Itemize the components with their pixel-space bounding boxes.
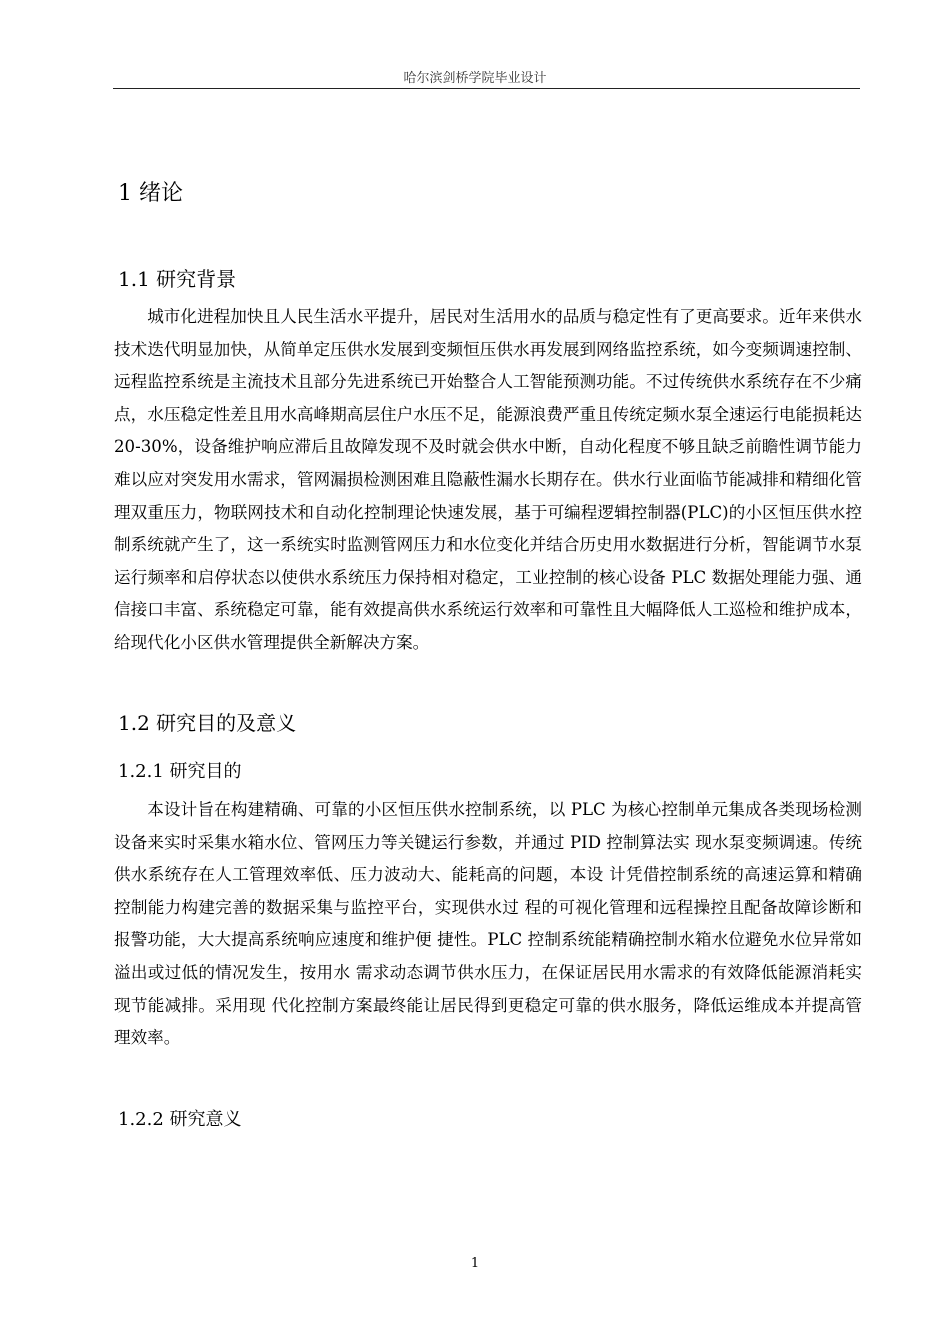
subsection-heading-significance: 1.2.2 研究意义 — [118, 1109, 242, 1130]
subsection-heading-purpose: 1.2.1 研究目的 — [118, 761, 242, 782]
running-header: 哈尔滨剑桥学院毕业设计 — [403, 71, 547, 86]
header-divider — [113, 88, 860, 89]
chapter-heading: 1 绪论 — [118, 181, 183, 206]
section-heading-background: 1.1 研究背景 — [118, 267, 237, 291]
paragraph-purpose: 本设计旨在构建精确、可靠的小区恒压供水控制系统，以 PLC 为核心控制单元集成各类现场检测设备来实时采集水箱水位、管网压力等关键运行参数，并通过 PID 控制算法实 现水泵变频调速。传统供水系统存在人工管理效率低、压力波动大、能耗高的问题，本设 计凭借控制系统的高速运算和精确控制能力构建完善的数据采集与监控平台，实现供水过 程的可视化管理和远程操控且配备故障诊断和报警功能，大大提高系统响应速度和维护便 捷性。PLC 控制系统能精确控制水箱水位避免水位异常如溢出或过低的情况发生，按用水 需求动态调节供水压力，在保证居民用水需求的有效降低能源消耗实现节能减排。采用现 代化控制方案最终能让居民得到更稳定可靠的供水服务，降低运维成本并提高管理效率。 — [114, 800, 862, 1048]
section-heading-purpose-significance: 1.2 研究目的及意义 — [118, 711, 297, 735]
paragraph-background: 城市化进程加快且人民生活水平提升，居民对生活用水的品质与稳定性有了更高要求。近年来供水技术迭代明显加快，从简单定压供水发展到变频恒压供水再发展到网络监控系统，如今变频调速控制、远程监控系统是主流技术且部分先进系统已开始整合人工智能预测功能。不过传统供水系统存在不少痛点，水压稳定性差且用水高峰期高层住户水压不足，能源浪费严重且传统定频水泵全速运行电能损耗达 20-30%，设备维护响应滞后且故障发现不及时就会供水中断，自动化程度不够且缺乏前瞻性调节能力难以应对突发用水需求，管网漏损检测困难且隐蔽性漏水长期存在。供水行业面临节能减排和精细化管理双重压力，物联网技术和自动化控制理论快速发展，基于可编程逻辑控制器(PLC)的小区恒压供水控制系统就产生了，这一系统实时监测管网压力和水位变化并结合历史用水数据进行分析，智能调节水泵运行频率和启停状态以使供水系统压力保持相对稳定，工业控制的核心设备 PLC 数据处理能力强、通信接口丰富、系统稳定可靠，能有效提高供水系统运行效率和可靠性且大幅降低人工巡检和维护成本，给现代化小区供水管理提供全新解决方案。 — [114, 307, 862, 652]
page-number: 1 — [470, 1256, 480, 1271]
